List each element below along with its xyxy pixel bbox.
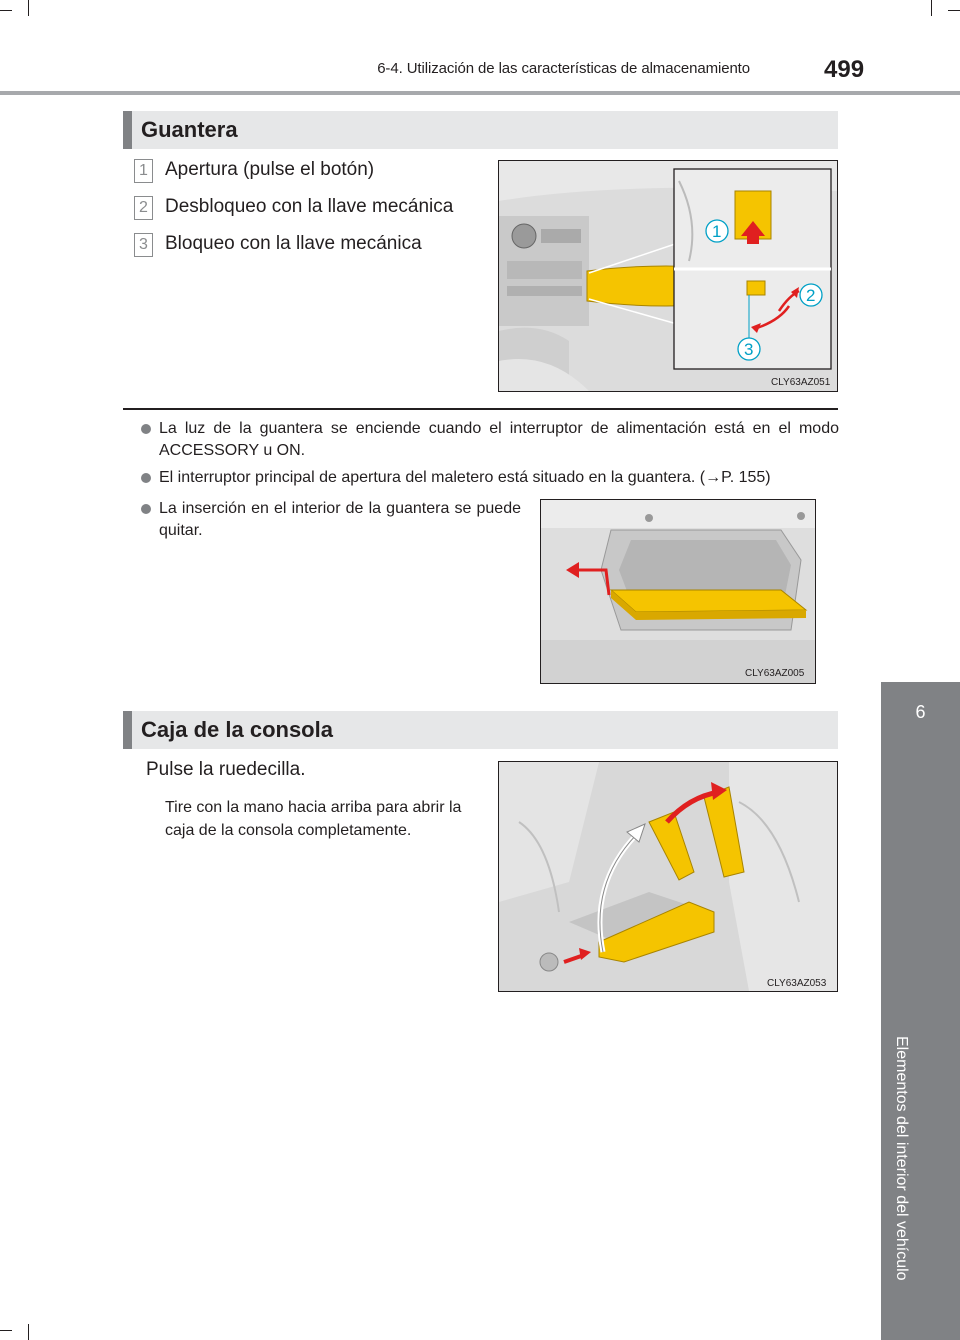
chapter-title: Elementos del interior del vehículo	[893, 1036, 910, 1281]
note-bullet	[141, 504, 151, 514]
step-label-2: Desbloqueo con la llave mecánica	[165, 196, 454, 217]
step-label-1: Apertura (pulse el botón)	[165, 159, 375, 180]
note-insert: La inserción en el interior de la guantera se puede quitar.	[159, 500, 521, 539]
glovebox-section-header	[123, 111, 838, 149]
crop-mark	[0, 10, 12, 11]
console-detail: Tire con la mano hacia arriba para abrir la caja de la consola completamente.	[165, 799, 462, 839]
console-section-title: Caja de la consola	[141, 717, 333, 742]
note-trunk-switch: El interruptor principal de apertura del maletero está situado en la guantera. (→P. 155)	[159, 469, 771, 486]
note-light: La luz de la guantera se enciende cuando el interruptor de alimentación está en el modo ACCESSORY u ON.	[159, 420, 839, 459]
section-accent	[123, 711, 132, 749]
svg-text:2: 2	[806, 286, 816, 305]
note-bullet	[141, 424, 151, 434]
svg-text:3: 3	[744, 340, 754, 359]
header-rule	[0, 91, 960, 95]
crop-mark	[0, 1330, 12, 1331]
step-number-2: 2	[134, 196, 153, 220]
insert-figure-code: CLY63AZ005	[745, 668, 805, 679]
crop-mark	[948, 10, 960, 11]
crop-mark	[931, 0, 932, 16]
glovebox-insert-figure	[540, 499, 816, 684]
svg-text:1: 1	[712, 222, 722, 241]
glovebox-figure	[498, 160, 838, 392]
console-box-illustration	[499, 762, 837, 991]
glovebox-section-title: Guantera	[141, 117, 238, 142]
step-number-3: 3	[134, 233, 153, 257]
console-box-figure	[498, 761, 838, 992]
step-number-1: 1	[134, 159, 153, 183]
crop-mark	[28, 0, 29, 16]
page-number: 499	[824, 56, 865, 83]
console-figure-code: CLY63AZ053	[767, 978, 827, 989]
section-header-title: 6-4. Utilización de las características de almacenamiento	[377, 60, 750, 77]
console-instruction: Pulse la ruedecilla.	[146, 759, 306, 780]
section-accent	[123, 111, 132, 149]
notes-divider	[123, 408, 838, 410]
glovebox-insert-illustration	[541, 500, 815, 683]
glovebox-figure-code: CLY63AZ051	[771, 377, 831, 388]
step-label-3: Bloqueo con la llave mecánica	[165, 233, 422, 254]
note-bullet	[141, 473, 151, 483]
crop-mark	[28, 1324, 29, 1340]
glovebox-illustration	[499, 161, 837, 391]
chapter-number: 6	[915, 702, 926, 722]
console-section-header	[123, 711, 838, 749]
